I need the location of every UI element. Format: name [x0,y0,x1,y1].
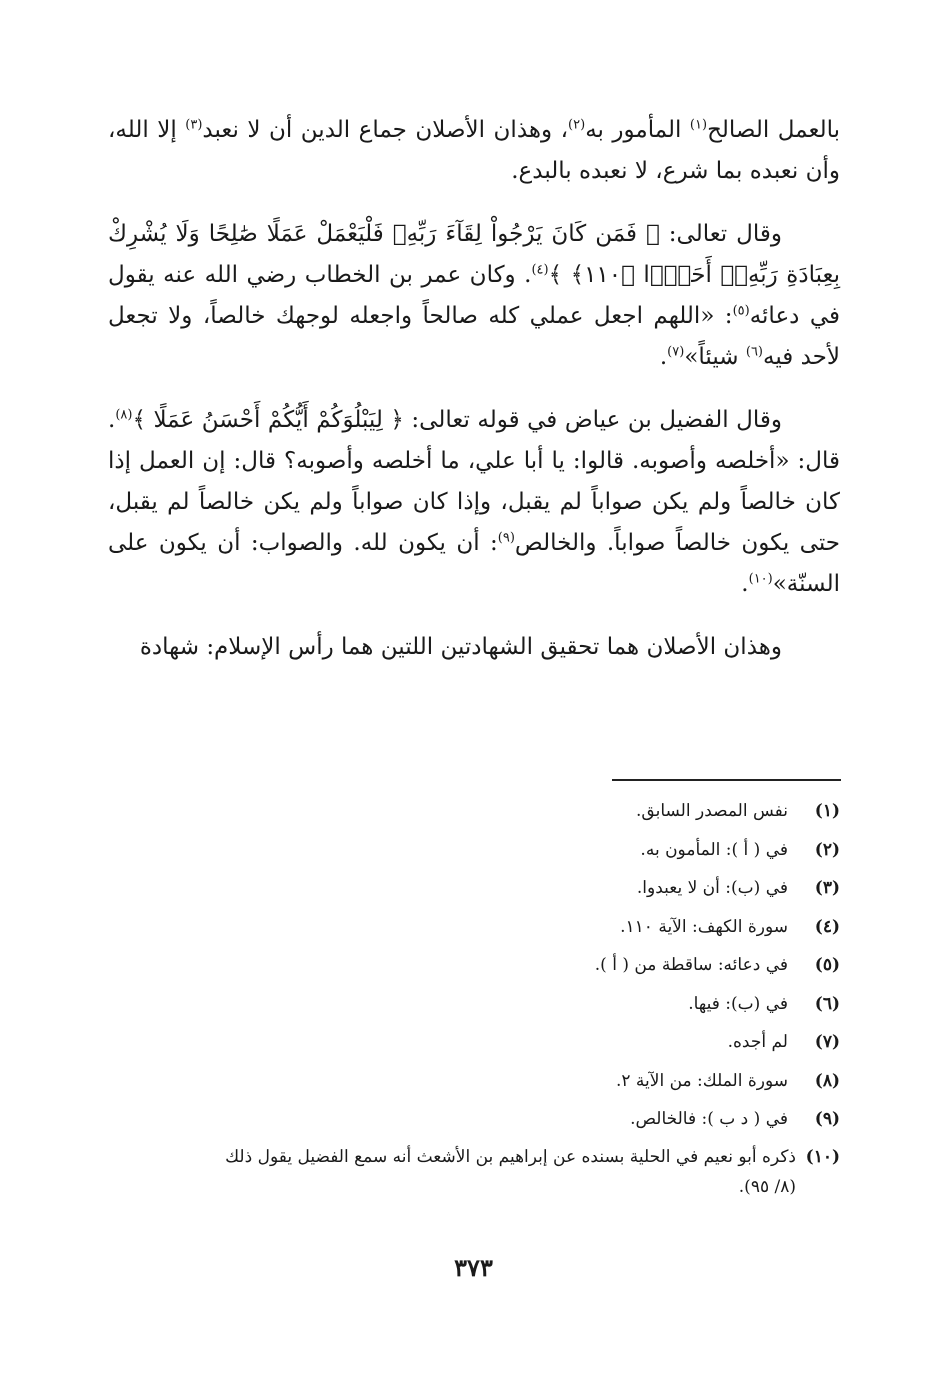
footnote-item [108,985,840,1024]
text-run: . قال: «أخلصه وأصوبه. قالوا: يا أبا علي، ما أخلصه وأصوبه؟ قال: إن العمل إذا كان خالصاً ولم يكن صواباً لم يقبل، وإذا كان صواباً ولم يكن خالصاً لم يقبل، حتى يكون خالصاً صواباً. والخالص [108,407,840,556]
footnote-text: لم أجده. [727,1032,788,1052]
text-run: وقال الفضيل بن عياض في قوله تعالى: [403,407,782,433]
footnote-number: (٣) [814,878,840,898]
text-run: ، وهذان الأصلان جماع الدين أن لا نعبد [202,117,569,143]
footnote-ref-6: (٦) [745,344,763,360]
text-run: : أن يكون لله. والصواب: أن يكون على السنّة» [108,530,840,597]
footnote-text: في دعائه: ساقطة من ( أ ). [594,955,788,975]
footnote-text: نفس المصدر السابق. [636,801,788,821]
footnote-text: في (ب): فيها. [688,993,788,1014]
paragraph-2 [108,214,840,378]
footnote-number: (٦) [814,993,840,1014]
footnote-ref-5: (٥) [732,303,750,319]
footnote-number: (٨) [814,1070,840,1091]
footnote-item [108,1062,840,1101]
footnote-item [108,1023,840,1062]
text-run: . [741,571,749,597]
paragraph-1 [108,110,840,192]
footnote-ref-2: (٢) [568,117,586,133]
footnote-number: (٩) [814,1109,840,1129]
paragraph-4 [108,627,840,668]
footnote-ref-10: (١٠) [748,571,773,587]
text-run: إلا الله، وأن نعبده بما شرع، لا نعبده بالبدع. [108,117,840,184]
footnote-text: في (ب): أن لا يعبدوا. [636,878,788,898]
text-run: وقال تعالى: [659,221,782,247]
footnote-text: سورة الكهف: الآية ١١٠. [620,916,788,937]
quran-verse: ﴿ فَمَن كَانَ يَرْجُواْ لِقَآءَ رَبِّهِۦ فَلْيَعْمَلْ عَمَلًا صَٰلِحًا وَلَا يُشْرِكْ بِعِبَادَةِ رَبِّهِۦٓ أَحَدًۢا ﴿١١٠﴾ ﴾ [108,221,841,288]
footnote-ref-4: (٤) [531,262,549,278]
footnote-number: (١) [814,801,840,821]
footnotes [108,792,840,1202]
footnote-number: (٧) [814,1032,840,1052]
text-run: وهذان الأصلان هما تحقيق الشهادتين اللتين هما رأس الإسلام: شهادة [139,634,782,660]
footnote-number: (١٠) [805,1146,840,1167]
footnote-item [108,831,840,870]
main-text [108,110,840,668]
footnote-number: (٢) [814,839,840,860]
footnote-item [108,908,840,947]
footnote-ref-8: (٨) [115,407,133,423]
text-run: شيئاً» [684,344,746,370]
footnote-number: (٤) [814,916,840,937]
text-run: المأمور به [585,117,690,143]
text-run: . [659,344,668,370]
footnote-separator [612,779,841,781]
page-number: ٣٧٣ [454,1253,493,1282]
quran-verse: ﴿ لِيَبْلُوَكُمْ أَيُّكُمْ أَحْسَنُ عَمَلًا ﴾ [132,407,404,433]
text-run: : «اللهم اجعل عملي كله صالحاً واجعله لوجهك خالصاً، ولا تجعل لأحد فيه [108,303,840,370]
footnote-item [108,1139,840,1202]
text-run: . وكان عمر بن الخطاب رضي الله عنه يقول في دعائه [108,262,840,329]
footnote-ref-3: (٣) [185,117,203,133]
footnote-ref-7: (٧) [667,344,685,360]
footnote-ref-9: (٩) [497,530,515,546]
footnote-text: سورة الملك: من الآية ٢. [615,1070,788,1091]
footnote-item [108,1100,840,1139]
footnote-item [108,946,840,985]
footnote-item [108,792,840,831]
footnote-text-continuation: (٨/ ٩٥). [738,1176,796,1197]
footnote-text: في ( أ ): المأمون به. [640,839,788,860]
text-run: بالعمل الصالح [707,117,840,143]
footnote-number: (٥) [814,955,840,975]
footnote-ref-1: (١) [689,117,708,133]
footnote-item [108,869,840,908]
footnote-text: ذكره أبو نعيم في الحلية بسنده عن إبراهيم بن الأشعث أنه سمع الفضيل يقول ذلك [225,1146,796,1167]
footnote-text: في ( د ب ): فالخالص. [630,1109,788,1129]
paragraph-3 [108,400,840,605]
